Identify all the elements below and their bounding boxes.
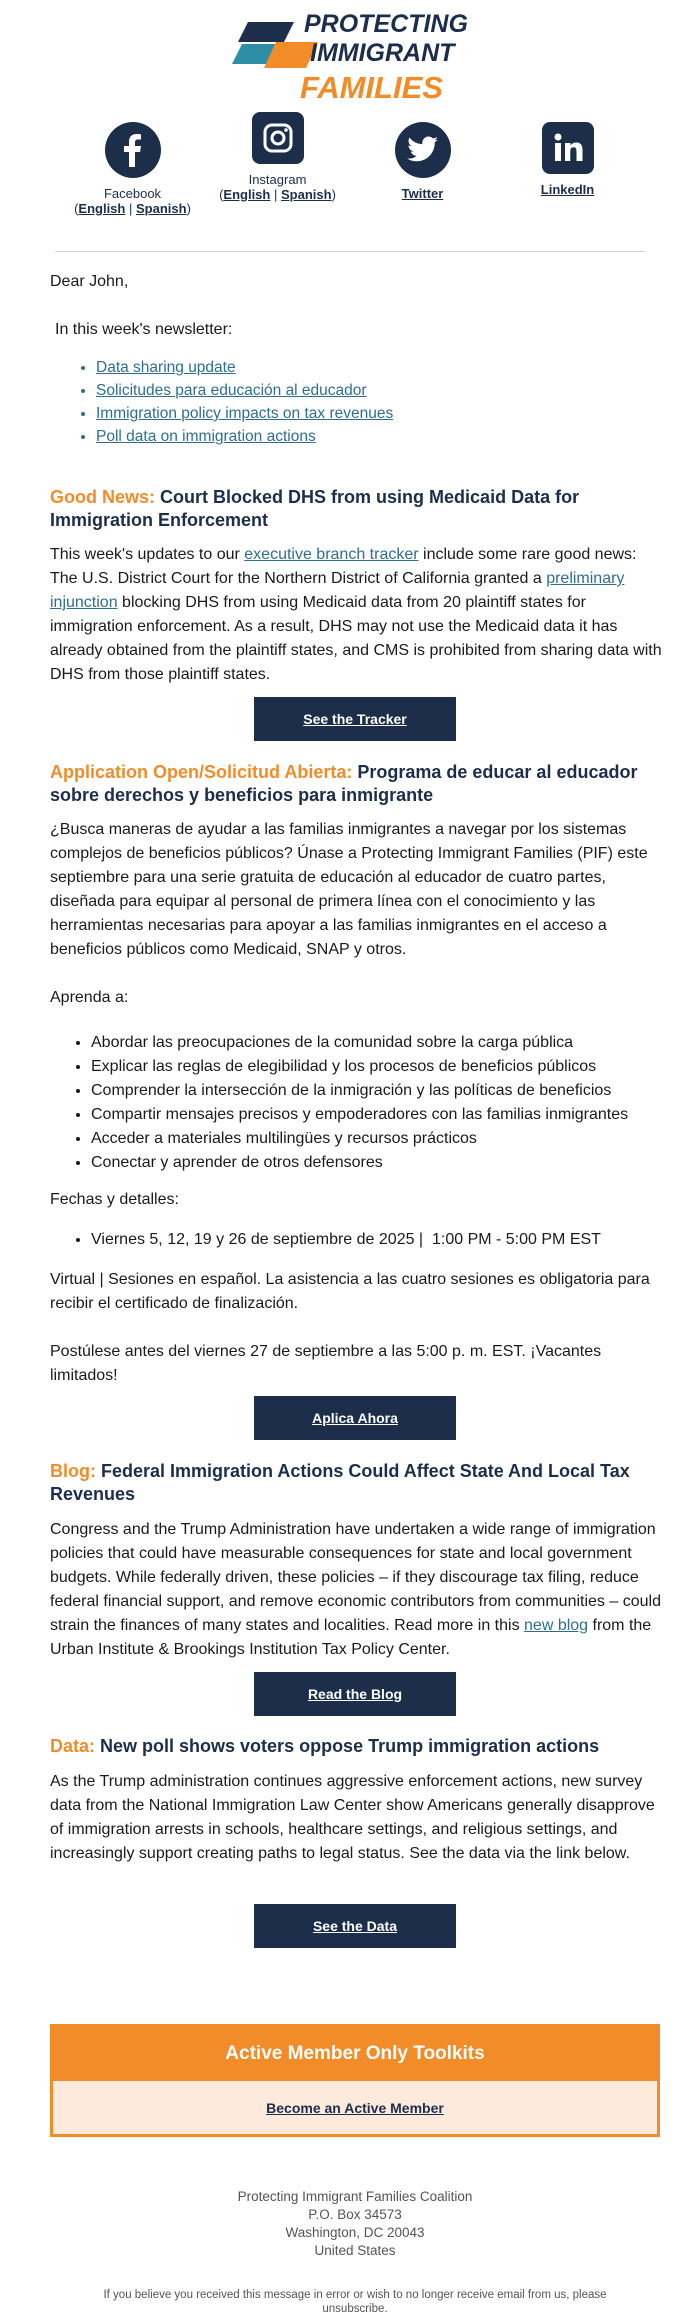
unsubscribe-notice[interactable]: If you believe you received this message in error or wish to no longer receive email from us, please unsubscribe. [103, 2289, 607, 2315]
toolkit-body [53, 2081, 657, 2134]
twitter-link[interactable]: Twitter [401, 186, 444, 201]
facebook-spanish-link[interactable]: Spanish [136, 201, 187, 216]
executive-branch-tracker-link[interactable]: executive branch tracker [244, 546, 419, 563]
greeting: Dear John, [50, 273, 129, 290]
see-tracker-button[interactable]: See the Tracker [254, 697, 456, 741]
toc-link-data-sharing[interactable]: Data sharing update [96, 359, 236, 376]
section-tag: Good News: [50, 487, 156, 507]
dates-label: Fechas y detalles: [50, 1191, 179, 1208]
toc-link-tax-revenues[interactable]: Immigration policy impacts on tax revenues [96, 405, 394, 422]
linkedin-icon[interactable] [542, 122, 594, 174]
instagram-spanish-link[interactable]: Spanish [281, 187, 332, 202]
facebook-english-link[interactable]: English [78, 201, 126, 216]
social-twitter [350, 122, 495, 232]
facebook-icon[interactable] [105, 122, 161, 178]
aplica-ahora-button[interactable]: Aplica Ahora [254, 1396, 456, 1440]
list-item: • Viernes 5, 12, 19 y 26 de septiembre de 2025 | 1:00 PM - 5:00 PM EST [91, 1228, 662, 1252]
footer-city: Washington, DC 20043 [285, 2225, 425, 2240]
learn-list [50, 1031, 662, 1175]
toc-item [96, 379, 393, 402]
facebook-label: Facebook (English | Spanish) [74, 186, 191, 216]
list-item: • Abordar las preocupaciones de la comunidad sobre la carga pública [91, 1031, 662, 1055]
instagram-label: Instagram (English | Spanish) [219, 172, 336, 202]
section-heading-blog [50, 1460, 660, 1506]
table-of-contents [50, 356, 393, 448]
instagram-english-link[interactable]: English [223, 187, 271, 202]
section-title: Programa de educar al educador sobre derechos y beneficios para inmigrante [50, 762, 638, 805]
section-body-application: ¿Busca maneras de ayudar a las familias inmigrantes a navegar por los sistemas complejos de beneficios públicos? Únase a Protecting Immigrant Families (PIF) este septiembre para una serie gratuita de educación al educador de cuatro partes, diseñada para equipar al personal de primera línea con el conocimiento y las herramientas necesarias para apoyar a las familias inmigrantes en el acceso a beneficios públicos como Medicaid, SNAP y otros. Aprenda a: [50, 818, 662, 1010]
see-data-button[interactable]: See the Data [254, 1904, 456, 1948]
section-heading-data [50, 1735, 660, 1758]
read-blog-button[interactable]: Read the Blog [254, 1672, 456, 1716]
list-item: • Compartir mensajes precisos y empoderadores con las familias inmigrantes [91, 1103, 662, 1127]
social-linkedin [495, 122, 640, 232]
toc-link-solicitudes[interactable]: Solicitudes para educación al educador [96, 382, 367, 399]
instagram-icon[interactable] [252, 112, 304, 164]
dates-list [50, 1228, 662, 1252]
section-title: Federal Immigration Actions Could Affect State And Local Tax Revenues [50, 1461, 630, 1504]
become-member-link[interactable]: Become an Active Member [266, 2099, 444, 2116]
twitter-icon[interactable] [395, 122, 451, 178]
section-body-data: As the Trump administration continues aggressive enforcement actions, new survey data from the National Immigration Law Center show Americans generally disapprove of immigration arrests in schools, healthcare settings, and religious settings, and increasingly support creating paths to legal status. See the data via the link below. [50, 1773, 655, 1862]
toc-item [96, 425, 393, 448]
toolkit-title: Active Member Only Toolkits [225, 2043, 485, 2064]
logo-line-3: FAMILIES [300, 70, 443, 105]
toolkit-box [50, 2024, 660, 2137]
learn-label: Aprenda a: [50, 989, 129, 1006]
newsletter-intro: In this week's newsletter: [55, 321, 233, 338]
footer-country: United States [314, 2243, 396, 2258]
list-item: • Acceder a materiales multilingües y recursos prácticos [91, 1127, 662, 1151]
linkedin-link[interactable]: LinkedIn [540, 182, 595, 197]
section-body-blog: Congress and the Trump Administration have undertaken a wide range of immigration policies that could have measurable consequences for state and local government budgets. While federally driven, these policies – if they discourage tax filing, reduce federal financial support, and remove economic contributors from communities – could strain the finances of many states and localities. Read more in this new blog from the Urban Institute & Brookings Institution Tax Policy Center. [50, 1521, 661, 1658]
section-heading-application [50, 761, 660, 807]
preliminary-injunction-link[interactable]: preliminary injunction [50, 570, 625, 611]
section-title: Court Blocked DHS from using Medicaid Data for Immigration Enforcement [50, 487, 580, 530]
toc-link-poll-data[interactable]: Poll data on immigration actions [96, 428, 316, 445]
social-instagram [205, 112, 350, 232]
section-tag: Blog: [50, 1461, 96, 1481]
header-divider [55, 251, 645, 252]
section-details-application: Virtual | Sesiones en español. La asistencia a las cuatro sesiones es obligatoria para recibir el certificado de finalización. Postúlese antes del viernes 27 de septiembre a las 5:00 p. m. EST. ¡Vacantes limitados! [50, 1271, 650, 1384]
section-title: New poll shows voters oppose Trump immigration actions [100, 1736, 600, 1756]
footer-address [50, 2188, 660, 2260]
section-body-good-news: This week's updates to our executive branch tracker include some rare good news: The U.S. District Court for the Northern District of California granted a preliminary injunction blocking DHS from using Medicaid data from 20 plaintiff states for immigration enforcement. As a result, DHS may not use the Medicaid data it has already obtained from the plaintiff states, and CMS is prohibited from sharing data with DHS from those plaintiff states. [50, 546, 662, 683]
social-links [60, 122, 640, 232]
section-tag: Data: [50, 1736, 96, 1756]
section-tag: Application Open/Solicitud Abierta: [50, 762, 353, 782]
logo-line-1: PROTECTING [304, 10, 468, 38]
toc-item [96, 402, 393, 425]
list-item: • Conectar y aprender de otros defensores [91, 1151, 662, 1175]
list-item: • Comprender la intersección de la inmigración y las políticas de beneficios [91, 1079, 662, 1103]
footer-org: Protecting Immigrant Families Coalition [237, 2189, 473, 2204]
new-blog-link[interactable]: new blog [524, 1617, 589, 1634]
social-facebook [60, 122, 205, 232]
list-item: • Explicar las reglas de elegibilidad y los procesos de beneficios públicos [91, 1055, 662, 1079]
logo-line-2: IMMIGRANT [310, 39, 455, 67]
toc-item [96, 356, 393, 379]
footer-box: P.O. Box 34573 [308, 2207, 402, 2222]
section-heading-good-news [50, 486, 660, 532]
pif-logo[interactable] [232, 8, 472, 104]
